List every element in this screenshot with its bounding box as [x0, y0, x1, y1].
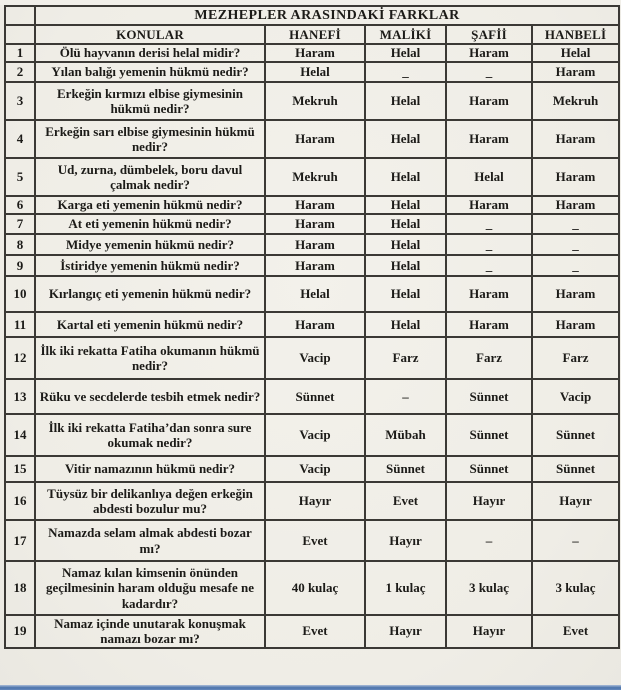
- col-header-konular: KONULAR: [35, 25, 265, 44]
- safii-cell: 3 kulaç: [446, 561, 532, 615]
- safii-cell: Farz: [446, 337, 532, 379]
- safii-cell: Sünnet: [446, 414, 532, 456]
- hanbeli-cell: _: [532, 234, 619, 255]
- hanefi-cell: Vacip: [265, 414, 365, 456]
- col-header-safii: ŞAFİİ: [446, 25, 532, 44]
- row-number-cell: 12: [5, 337, 35, 379]
- safii-cell: Helal: [446, 158, 532, 196]
- hanbeli-cell: Haram: [532, 312, 619, 337]
- table-row: [5, 158, 619, 196]
- hanbeli-cell: Hayır: [532, 482, 619, 520]
- maliki-cell: _: [365, 62, 446, 82]
- topic-cell: Kırlangıç eti yemenin hükmü nedir?: [35, 276, 265, 312]
- row-number-cell: 1: [5, 44, 35, 62]
- topic-cell: Midye yemenin hükmü nedir?: [35, 234, 265, 255]
- hanbeli-cell: Vacip: [532, 379, 619, 414]
- row-number-cell: 19: [5, 615, 35, 648]
- row-number-cell: 13: [5, 379, 35, 414]
- hanbeli-cell: 3 kulaç: [532, 561, 619, 615]
- topic-cell: İlk iki rekatta Fatiha okumanın hükmü nedir?: [35, 337, 265, 379]
- maliki-cell: Helal: [365, 255, 446, 276]
- hanefi-cell: Vacip: [265, 337, 365, 379]
- maliki-cell: Helal: [365, 196, 446, 214]
- safii-cell: _: [446, 214, 532, 234]
- row-number-cell: 10: [5, 276, 35, 312]
- maliki-cell: Mübah: [365, 414, 446, 456]
- hanbeli-cell: Haram: [532, 120, 619, 158]
- row-number-cell: 8: [5, 234, 35, 255]
- topic-cell: Kartal eti yemenin hükmü nedir?: [35, 312, 265, 337]
- safii-cell: Sünnet: [446, 456, 532, 482]
- maliki-cell: Helal: [365, 312, 446, 337]
- hanefi-cell: Vacip: [265, 456, 365, 482]
- hanefi-cell: 40 kulaç: [265, 561, 365, 615]
- safii-cell: Haram: [446, 276, 532, 312]
- hanbeli-cell: Haram: [532, 276, 619, 312]
- safii-cell: Haram: [446, 120, 532, 158]
- maliki-cell: Hayır: [365, 615, 446, 648]
- corner-cell-top: [5, 6, 35, 25]
- topic-cell: Tüysüz bir delikanlıya değen erkeğin abdesti bozulur mu?: [35, 482, 265, 520]
- hanefi-cell: Haram: [265, 214, 365, 234]
- hanbeli-cell: Sünnet: [532, 414, 619, 456]
- safii-cell: Haram: [446, 44, 532, 62]
- hanefi-cell: Haram: [265, 196, 365, 214]
- hanefi-cell: Haram: [265, 255, 365, 276]
- hanbeli-cell: _: [532, 214, 619, 234]
- hanefi-cell: Haram: [265, 312, 365, 337]
- hanbeli-cell: Haram: [532, 196, 619, 214]
- hanbeli-cell: Evet: [532, 615, 619, 648]
- corner-cell-bottom: [5, 25, 35, 44]
- hanefi-cell: Haram: [265, 44, 365, 62]
- table-row: [5, 196, 619, 214]
- table-header: [5, 6, 619, 44]
- maliki-cell: Helal: [365, 214, 446, 234]
- hanbeli-cell: Farz: [532, 337, 619, 379]
- maliki-cell: Helal: [365, 234, 446, 255]
- row-number-cell: 16: [5, 482, 35, 520]
- table-row: [5, 312, 619, 337]
- table-row: [5, 234, 619, 255]
- safii-cell: Haram: [446, 82, 532, 120]
- hanefi-cell: Evet: [265, 520, 365, 561]
- row-number-cell: 4: [5, 120, 35, 158]
- table-row: [5, 615, 619, 648]
- table-title: MEZHEPLER ARASINDAKİ FARKLAR: [35, 6, 619, 25]
- maliki-cell: Farz: [365, 337, 446, 379]
- table-row: [5, 82, 619, 120]
- topic-cell: Yılan balığı yemenin hükmü nedir?: [35, 62, 265, 82]
- maliki-cell: Evet: [365, 482, 446, 520]
- table-row: [5, 120, 619, 158]
- safii-cell: –: [446, 520, 532, 561]
- topic-cell: Vitir namazının hükmü nedir?: [35, 456, 265, 482]
- maliki-cell: Helal: [365, 82, 446, 120]
- title-row: [5, 6, 619, 25]
- row-number-cell: 9: [5, 255, 35, 276]
- topic-cell: Erkeğin sarı elbise giymesinin hükmü nedir?: [35, 120, 265, 158]
- safii-cell: Hayır: [446, 615, 532, 648]
- table-row: [5, 214, 619, 234]
- col-header-hanefi: HANEFİ: [265, 25, 365, 44]
- hanbeli-cell: _: [532, 255, 619, 276]
- hanbeli-cell: Haram: [532, 158, 619, 196]
- table-row: [5, 414, 619, 456]
- safii-cell: _: [446, 255, 532, 276]
- hanbeli-cell: –: [532, 520, 619, 561]
- column-header-row: [5, 25, 619, 44]
- table-row: [5, 482, 619, 520]
- safii-cell: _: [446, 234, 532, 255]
- table-row: [5, 456, 619, 482]
- row-number-cell: 14: [5, 414, 35, 456]
- topic-cell: Karga eti yemenin hükmü nedir?: [35, 196, 265, 214]
- hanefi-cell: Mekruh: [265, 158, 365, 196]
- maliki-cell: Helal: [365, 120, 446, 158]
- table-row: [5, 255, 619, 276]
- table-row: [5, 276, 619, 312]
- row-number-cell: 5: [5, 158, 35, 196]
- mezhep-comparison-table: [4, 5, 620, 649]
- safii-cell: Sünnet: [446, 379, 532, 414]
- hanefi-cell: Hayır: [265, 482, 365, 520]
- topic-cell: Namaz kılan kimsenin önünden geçilmesinin haram olduğu mesafe ne kadardır?: [35, 561, 265, 615]
- maliki-cell: Helal: [365, 276, 446, 312]
- table-row: [5, 379, 619, 414]
- safii-cell: _: [446, 62, 532, 82]
- topic-cell: Rüku ve secdelerde tesbih etmek nedir?: [35, 379, 265, 414]
- topic-cell: İstiridye yemenin hükmü nedir?: [35, 255, 265, 276]
- maliki-cell: Helal: [365, 158, 446, 196]
- hanefi-cell: Mekruh: [265, 82, 365, 120]
- topic-cell: Ölü hayvanın derisi helal midir?: [35, 44, 265, 62]
- table-row: [5, 520, 619, 561]
- col-header-hanbeli: HANBELİ: [532, 25, 619, 44]
- topic-cell: At eti yemenin hükmü nedir?: [35, 214, 265, 234]
- hanefi-cell: Evet: [265, 615, 365, 648]
- hanefi-cell: Haram: [265, 234, 365, 255]
- table-body: [5, 44, 619, 648]
- hanefi-cell: Haram: [265, 120, 365, 158]
- topic-cell: Ud, zurna, dümbelek, boru davul çalmak nedir?: [35, 158, 265, 196]
- hanefi-cell: Helal: [265, 276, 365, 312]
- maliki-cell: Hayır: [365, 520, 446, 561]
- document-photo-page: [0, 5, 621, 690]
- maliki-cell: Helal: [365, 44, 446, 62]
- row-number-cell: 6: [5, 196, 35, 214]
- row-number-cell: 18: [5, 561, 35, 615]
- safii-cell: Hayır: [446, 482, 532, 520]
- row-number-cell: 15: [5, 456, 35, 482]
- topic-cell: Namaz içinde unutarak konuşmak namazı bozar mı?: [35, 615, 265, 648]
- row-number-cell: 7: [5, 214, 35, 234]
- topic-cell: İlk iki rekatta Fatiha’dan sonra sure okumak nedir?: [35, 414, 265, 456]
- row-number-cell: 2: [5, 62, 35, 82]
- hanbeli-cell: Sünnet: [532, 456, 619, 482]
- hanbeli-cell: Helal: [532, 44, 619, 62]
- row-number-cell: 3: [5, 82, 35, 120]
- col-header-maliki: MALİKİ: [365, 25, 446, 44]
- hanefi-cell: Sünnet: [265, 379, 365, 414]
- row-number-cell: 11: [5, 312, 35, 337]
- topic-cell: Erkeğin kırmızı elbise giymesinin hükmü nedir?: [35, 82, 265, 120]
- table-row: [5, 337, 619, 379]
- hanbeli-cell: Mekruh: [532, 82, 619, 120]
- safii-cell: Haram: [446, 196, 532, 214]
- bottom-blue-line: [0, 685, 621, 690]
- table-row: [5, 44, 619, 62]
- maliki-cell: –: [365, 379, 446, 414]
- hanefi-cell: Helal: [265, 62, 365, 82]
- maliki-cell: 1 kulaç: [365, 561, 446, 615]
- row-number-cell: 17: [5, 520, 35, 561]
- table-row: [5, 561, 619, 615]
- table-row: [5, 62, 619, 82]
- safii-cell: Haram: [446, 312, 532, 337]
- hanbeli-cell: Haram: [532, 62, 619, 82]
- maliki-cell: Sünnet: [365, 456, 446, 482]
- topic-cell: Namazda selam almak abdesti bozar mı?: [35, 520, 265, 561]
